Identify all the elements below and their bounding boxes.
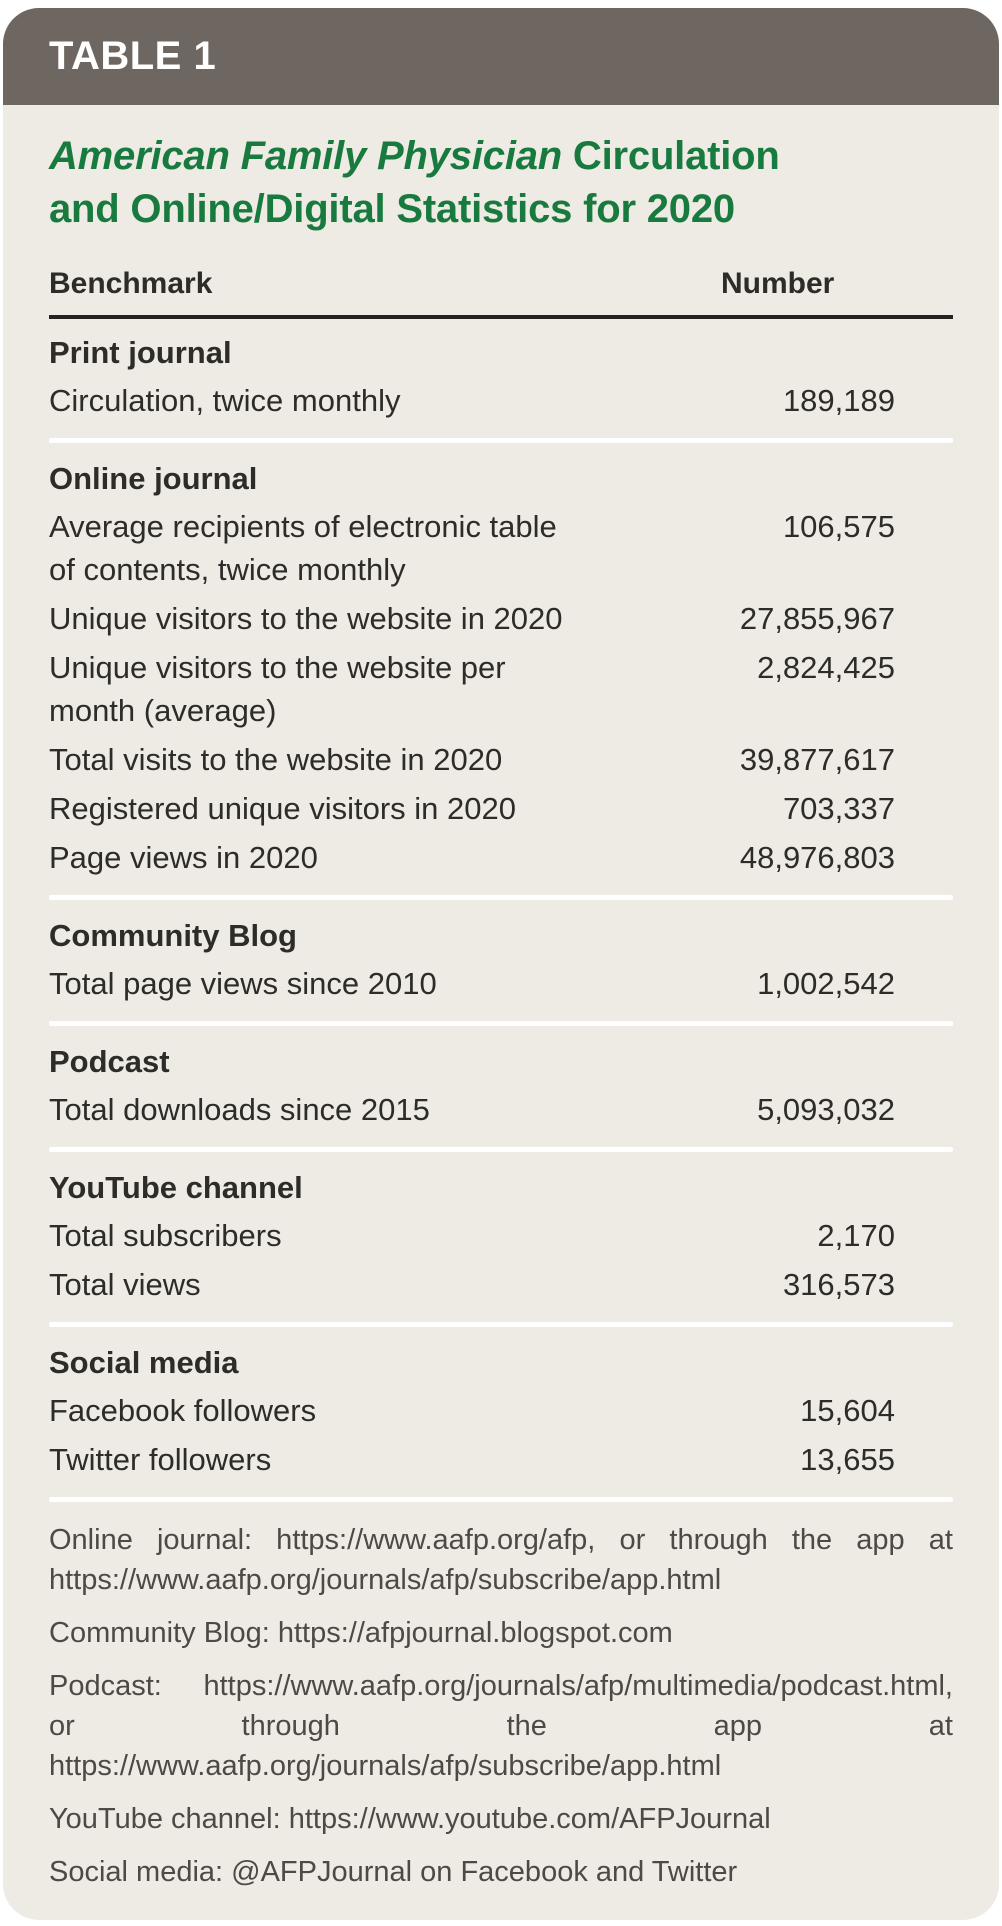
row-label: Twitter followers bbox=[49, 1442, 272, 1477]
column-header-number: Number bbox=[721, 267, 835, 300]
column-header-benchmark: Benchmark bbox=[49, 267, 213, 300]
footnote: YouTube channel: https://www.youtube.com/AFPJournal bbox=[49, 1803, 771, 1835]
row-value: 48,976,803 bbox=[739, 840, 895, 875]
section-divider bbox=[49, 1322, 953, 1327]
table-section bbox=[49, 1166, 953, 1341]
section-rows bbox=[49, 379, 953, 428]
title-rest: Circulation and Online/Digital Statistics for 2020 bbox=[49, 134, 780, 231]
table-row bbox=[49, 836, 953, 879]
section-header: Community Blog bbox=[49, 918, 297, 953]
footnote: Online journal: https://www.aafp.org/afp, or through the app at https://www.aafp.org/journals/afp/subscribe/app.html bbox=[49, 1524, 953, 1596]
section-rows bbox=[49, 962, 953, 1011]
row-value: 2,170 bbox=[817, 1218, 895, 1253]
row-label: Total downloads since 2015 bbox=[49, 1092, 430, 1127]
table-row bbox=[49, 962, 953, 1005]
row-value: 1,002,542 bbox=[757, 966, 895, 1001]
section-header: Print journal bbox=[49, 335, 232, 370]
table-row bbox=[49, 505, 953, 591]
row-value: 39,877,617 bbox=[739, 742, 895, 777]
table-header-bar bbox=[3, 8, 999, 105]
row-value: 703,337 bbox=[782, 791, 895, 826]
footnotes bbox=[49, 1520, 953, 1905]
row-label: Unique visitors to the website in 2020 bbox=[49, 601, 563, 636]
table-label: TABLE 1 bbox=[49, 34, 217, 78]
table-row bbox=[49, 597, 953, 640]
row-value: 189,189 bbox=[782, 383, 895, 418]
footnote: Community Blog: https://afpjournal.blogspot.com bbox=[49, 1617, 673, 1649]
table-row bbox=[49, 1438, 953, 1481]
table-content bbox=[3, 105, 999, 1920]
row-label: Page views in 2020 bbox=[49, 840, 318, 875]
column-headers bbox=[49, 262, 953, 305]
row-label: Circulation, twice monthly bbox=[49, 383, 401, 418]
row-label: Average recipients of electronic table of contents, twice monthly bbox=[49, 509, 557, 587]
footnote: Social media: @AFPJournal on Facebook and Twitter bbox=[49, 1856, 738, 1888]
section-rows bbox=[49, 1088, 953, 1137]
row-label: Registered unique visitors in 2020 bbox=[49, 791, 516, 826]
section-divider bbox=[49, 895, 953, 900]
row-label: Unique visitors to the website per month (average) bbox=[49, 650, 506, 728]
row-label: Total subscribers bbox=[49, 1218, 282, 1253]
table-row bbox=[49, 1263, 953, 1306]
row-value: 316,573 bbox=[782, 1267, 895, 1302]
row-value: 15,604 bbox=[800, 1393, 895, 1428]
row-label: Facebook followers bbox=[49, 1393, 317, 1428]
section-divider bbox=[49, 1147, 953, 1152]
section-rows bbox=[49, 505, 953, 885]
section-divider bbox=[49, 1497, 953, 1502]
table-card bbox=[3, 8, 999, 1920]
section-header: Podcast bbox=[49, 1044, 170, 1079]
table-row bbox=[49, 1389, 953, 1432]
table-row bbox=[49, 646, 953, 732]
row-label: Total visits to the website in 2020 bbox=[49, 742, 503, 777]
section-divider bbox=[49, 1021, 953, 1026]
footnote: Podcast: https://www.aafp.org/journals/afp/multimedia/podcast.html, or through the app at https://www.aafp.org/journals/afp/subscribe/app.html bbox=[49, 1670, 953, 1782]
row-value: 27,855,967 bbox=[739, 601, 895, 636]
table-row bbox=[49, 738, 953, 781]
header-rule bbox=[49, 315, 953, 319]
table-row bbox=[49, 787, 953, 830]
section-header: YouTube channel bbox=[49, 1170, 303, 1205]
table-row bbox=[49, 1214, 953, 1257]
row-label: Total page views since 2010 bbox=[49, 966, 437, 1001]
section-divider bbox=[49, 438, 953, 443]
table-row bbox=[49, 1088, 953, 1131]
row-label: Total views bbox=[49, 1267, 201, 1302]
row-value: 2,824,425 bbox=[757, 650, 895, 685]
section-header: Online journal bbox=[49, 461, 258, 496]
row-value: 5,093,032 bbox=[757, 1092, 895, 1127]
table-section bbox=[49, 457, 953, 914]
table-sections bbox=[49, 331, 953, 1516]
row-value: 106,575 bbox=[782, 509, 895, 544]
section-rows bbox=[49, 1214, 953, 1312]
row-value: 13,655 bbox=[800, 1442, 895, 1477]
table-title bbox=[49, 130, 839, 236]
table-section bbox=[49, 1040, 953, 1166]
section-header: Social media bbox=[49, 1345, 239, 1380]
journal-name: American Family Physician bbox=[49, 134, 563, 178]
section-rows bbox=[49, 1389, 953, 1487]
table-section bbox=[49, 914, 953, 1040]
table-section bbox=[49, 1341, 953, 1516]
table-section bbox=[49, 331, 953, 457]
table-row bbox=[49, 379, 953, 422]
